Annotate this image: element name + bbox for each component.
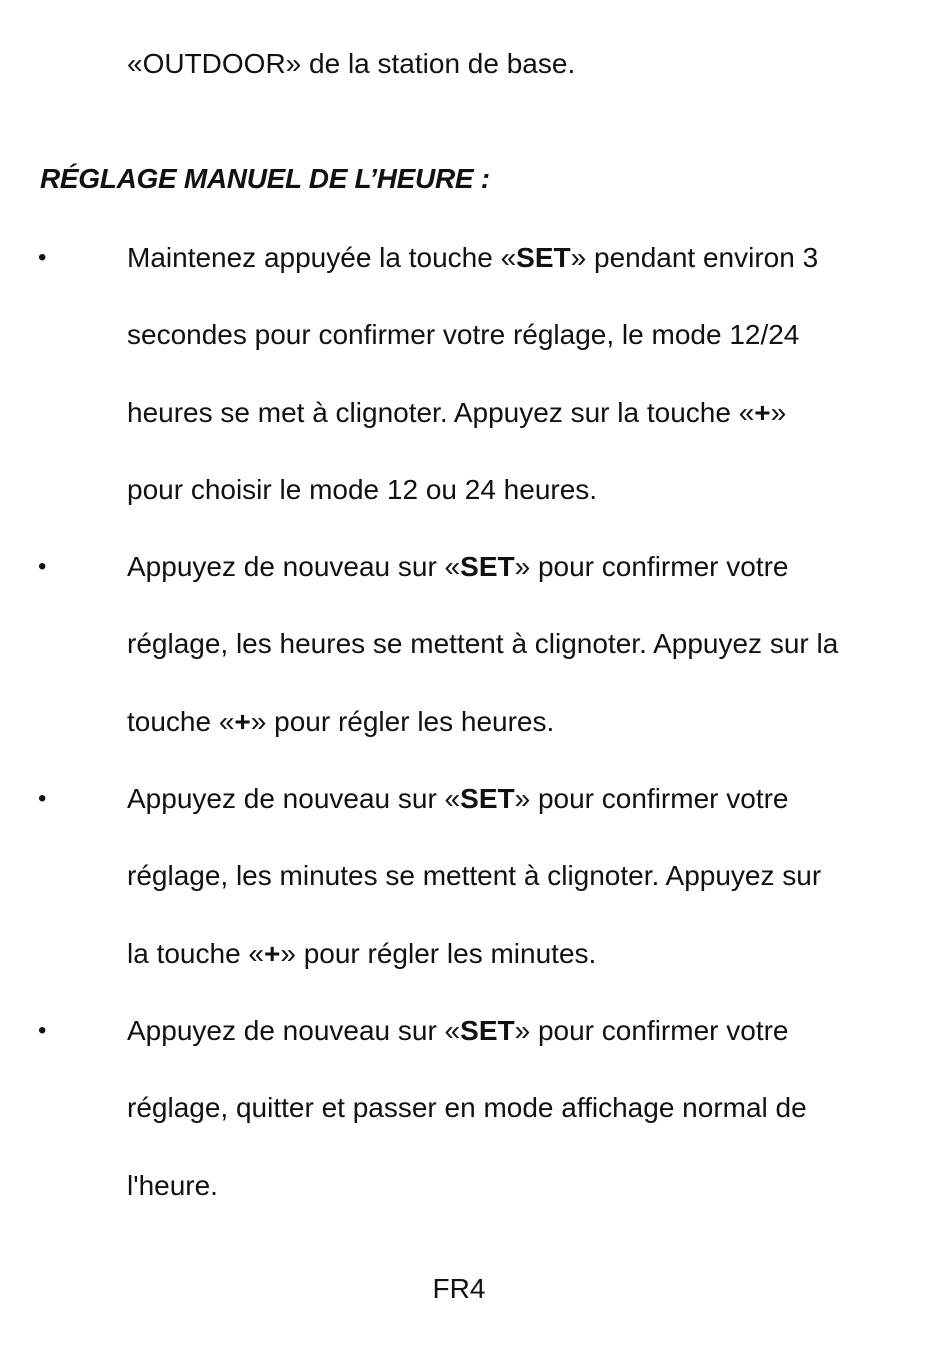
set-key-label: SET: [516, 242, 571, 273]
text-line: Appuyez de nouveau sur «SET» pour confirmer votre: [127, 1015, 789, 1046]
set-key-label: SET: [460, 783, 515, 814]
bullet-text: [127, 1011, 807, 1243]
plus-key-label: +: [264, 937, 281, 969]
text-line: réglage, les minutes se mettent à clignoter. Appuyez sur: [127, 860, 822, 892]
bullet-icon: •: [38, 553, 47, 580]
bullet-text: [127, 779, 821, 1011]
text-line: Appuyez de nouveau sur «SET» pour confirmer votre: [127, 783, 789, 814]
plus-key-label: +: [754, 396, 771, 428]
bullet-text: [127, 238, 818, 547]
plus-key-label: +: [234, 705, 251, 737]
bullet-text: [127, 547, 838, 779]
text-line: l'heure.: [127, 1169, 218, 1201]
text-line: secondes pour confirmer votre réglage, le mode 12/24: [127, 319, 800, 351]
section-heading: RÉGLAGE MANUEL DE L’HEURE :: [40, 163, 490, 194]
bullet-icon: •: [38, 785, 47, 812]
bullet-icon: •: [38, 1017, 47, 1044]
text-line: la touche «+» pour régler les minutes.: [127, 937, 597, 969]
text-line: Maintenez appuyée la touche «SET» pendant environ 3: [127, 242, 819, 273]
text-line: réglage, les heures se mettent à clignoter. Appuyez sur la: [127, 628, 839, 660]
set-key-label: SET: [460, 551, 515, 582]
set-key-label: SET: [460, 1015, 515, 1046]
continuation-text: «OUTDOOR» de la station de base.: [127, 48, 576, 79]
page-number: FR4: [432, 1273, 486, 1304]
text-line: pour choisir le mode 12 ou 24 heures.: [127, 473, 598, 505]
text-line: Appuyez de nouveau sur «SET» pour confirmer votre: [127, 551, 789, 582]
text-line: touche «+» pour régler les heures.: [127, 705, 555, 737]
text-line: heures se met à clignoter. Appuyez sur la touche «+»: [127, 396, 787, 428]
text-line: réglage, quitter et passer en mode affichage normal de: [127, 1092, 807, 1124]
bullet-icon: •: [38, 244, 47, 271]
